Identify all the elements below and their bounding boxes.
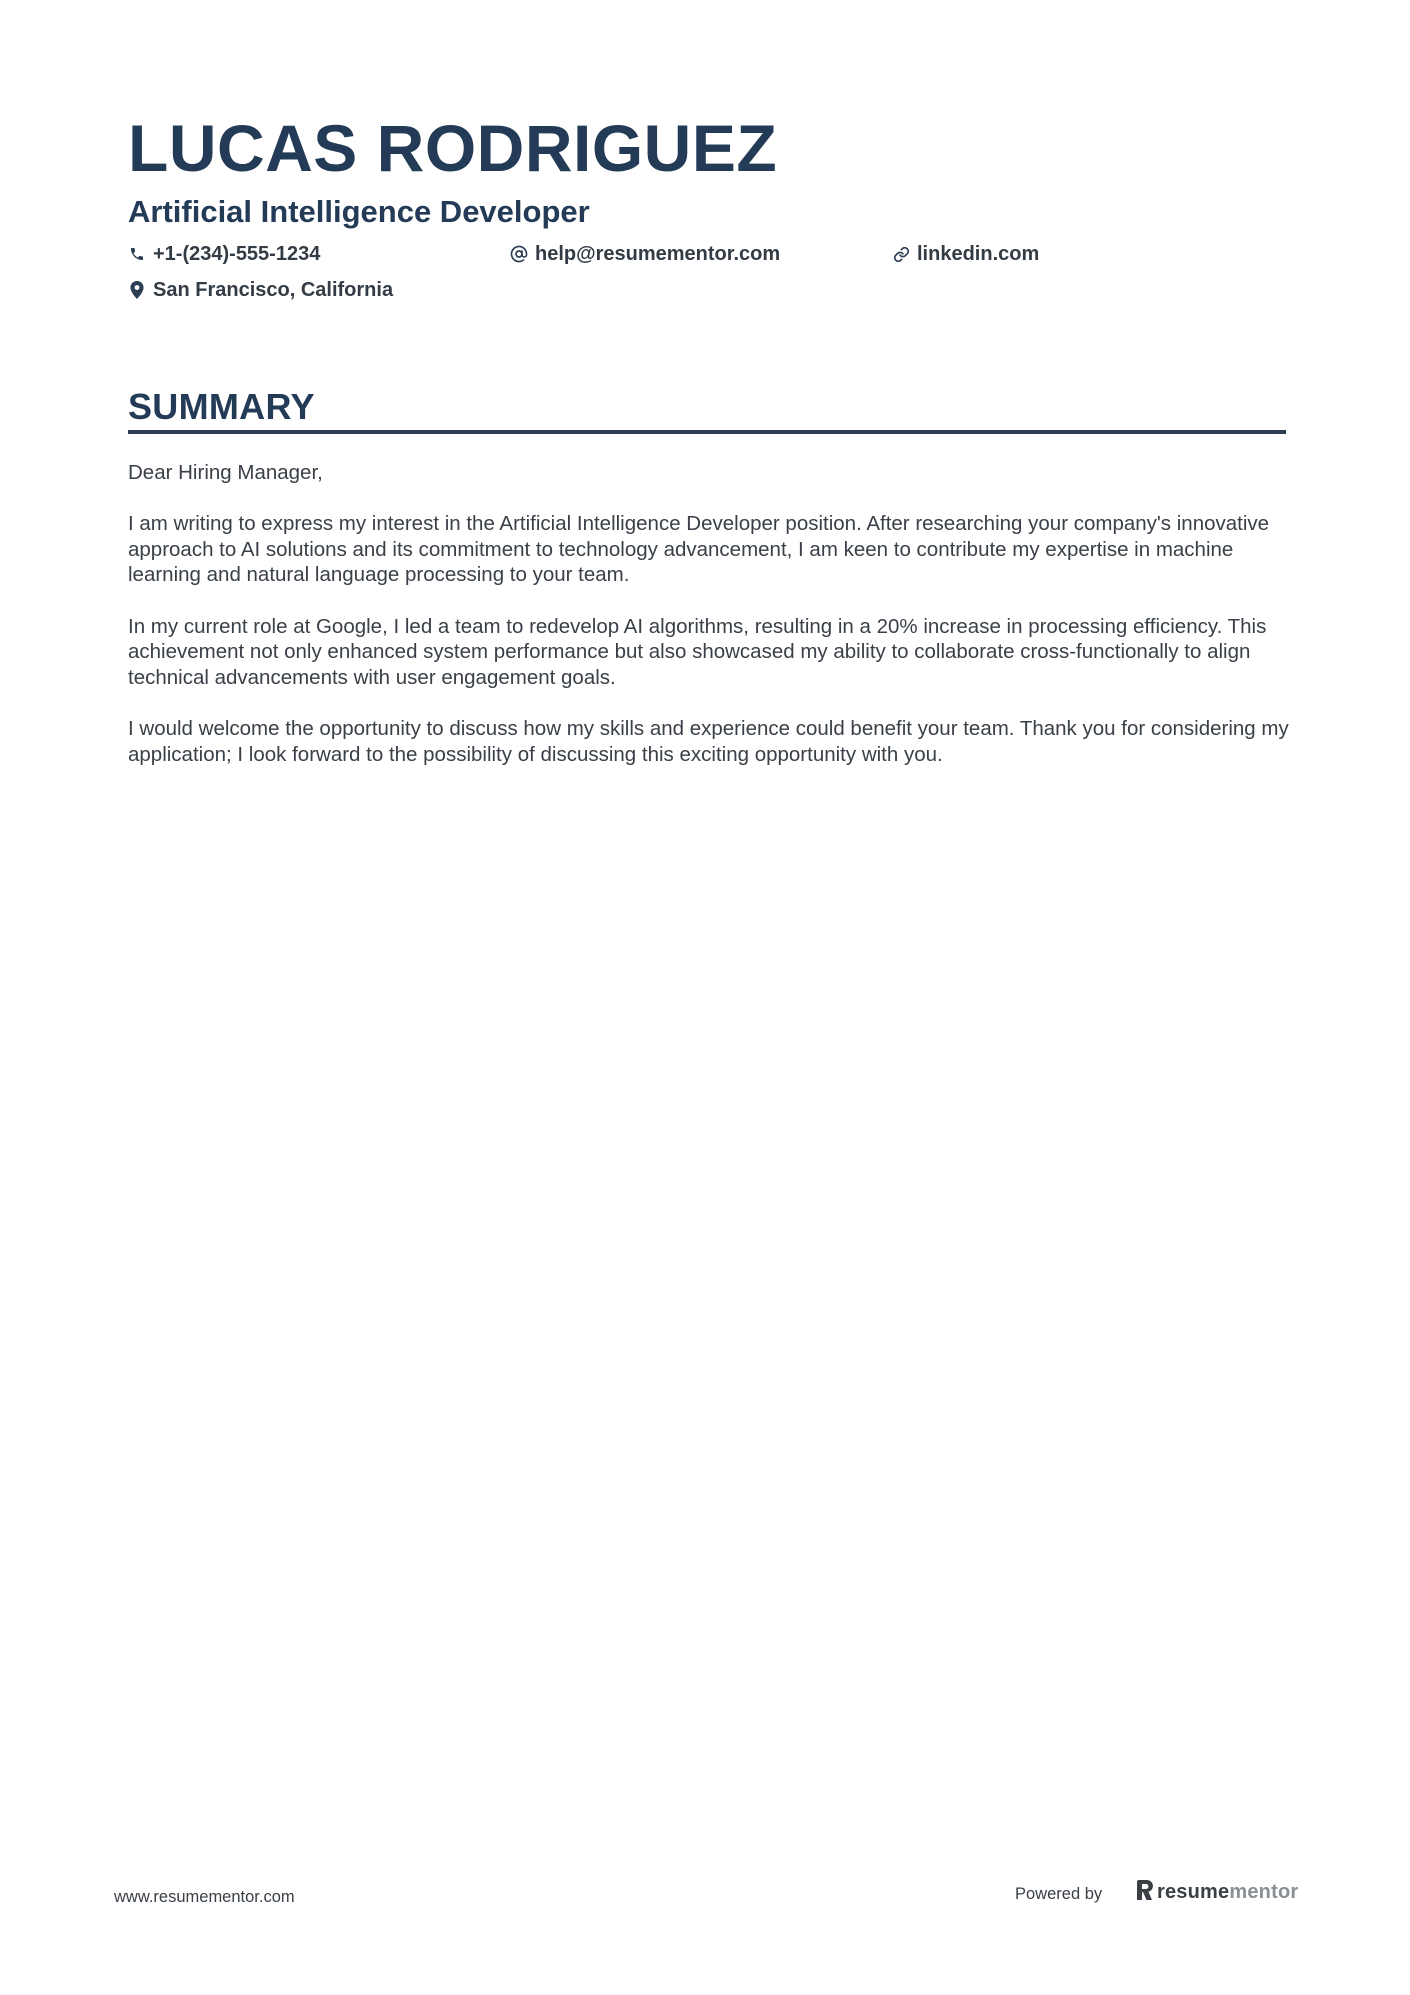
cover-letter-body <box>128 460 1290 793</box>
letter-paragraph: In my current role at Google, I led a team to redevelop AI algorithms, resulting in a 20% increase in processing efficiency. This achievement not only enhanced system performance but also showcased my ability to collaborate cross-functionally to align technical advancements with user engagement goals. <box>128 614 1267 689</box>
location-text: San Francisco, California <box>153 279 394 301</box>
contact-location <box>128 276 393 304</box>
summary-heading: SUMMARY <box>128 386 315 427</box>
at-sign-icon <box>510 245 528 263</box>
link-icon <box>892 245 910 263</box>
contact-phone <box>128 240 320 268</box>
link-text: linkedin.com <box>917 243 1040 265</box>
resumementor-logo-icon <box>1137 1880 1153 1905</box>
contact-link <box>892 240 1039 268</box>
contact-email <box>510 240 780 268</box>
footer-website-link[interactable]: www.resumementor.com <box>114 1888 295 1906</box>
brand-name-part2: mentor <box>1229 1881 1299 1903</box>
footer-powered-by: Powered by <box>1015 1885 1103 1903</box>
candidate-name: LUCAS RODRIGUEZ <box>128 111 778 185</box>
phone-text: +1-(234)-555-1234 <box>153 243 321 265</box>
map-pin-icon <box>128 281 146 299</box>
letter-paragraph: I would welcome the opportunity to discuss how my skills and experience could benefit your team. Thank you for considering my application; I look forward to the possibility of discussing this exciting opportunity with you. <box>128 716 1289 766</box>
footer-brand-logo[interactable] <box>1137 1880 1298 1905</box>
salutation: Dear Hiring Manager, <box>128 461 323 484</box>
job-title: Artificial Intelligence Developer <box>128 194 590 229</box>
letter-paragraph: I am writing to express my interest in the Artificial Intelligence Developer position. After researching your company's innovative approach to AI solutions and its commitment to technology advancement, I am keen to contribute my expertise in machine learning and natural language processing to your team. <box>128 512 1270 587</box>
phone-icon <box>128 245 146 263</box>
section-divider <box>128 430 1286 434</box>
email-text: help@resumementor.com <box>535 243 781 265</box>
brand-name-part1: resume <box>1157 1881 1230 1903</box>
